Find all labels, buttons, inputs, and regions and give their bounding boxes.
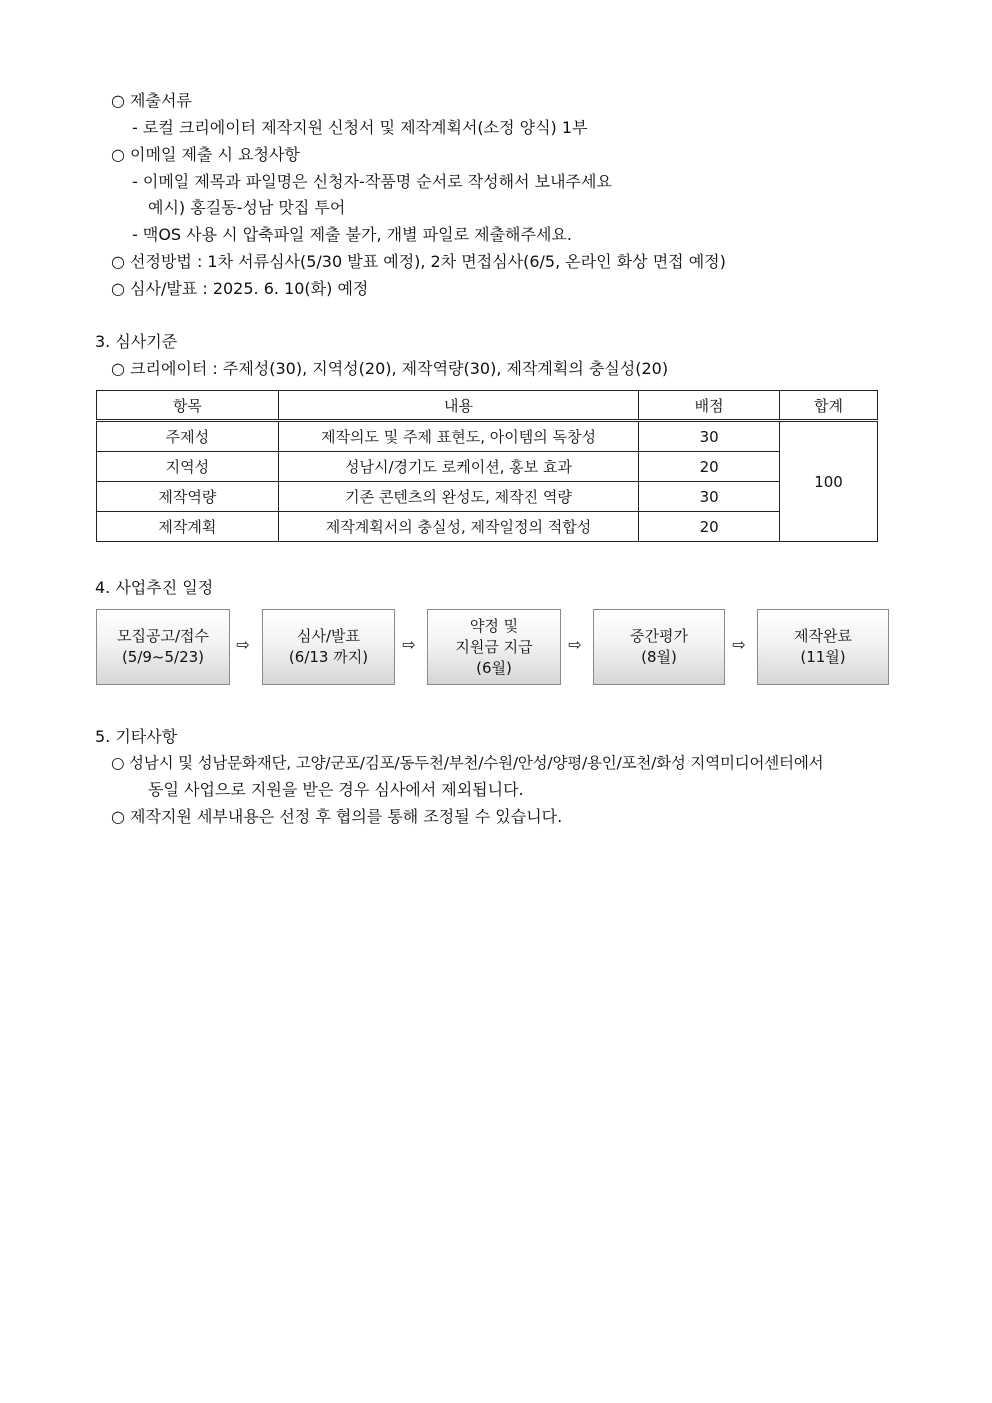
column-header: 항목: [97, 391, 279, 421]
step-label: 약정 및: [469, 616, 519, 635]
step-label: 지원금 지급: [455, 637, 533, 656]
step-date: (6월): [476, 658, 512, 677]
criteria-content: 제작의도 및 주제 표현도, 아이템의 독창성: [278, 421, 639, 452]
step-label: 심사/발표: [296, 627, 360, 645]
arrow-right-icon: ⇨: [732, 635, 746, 654]
criteria-summary: ○ 크리에이터 : 주제성(30), 지역성(20), 제작역량(30), 제작계획의 충실성(20): [111, 359, 669, 378]
criteria-score: 20: [639, 512, 780, 542]
step-date: (6/13 까지): [288, 648, 369, 666]
criteria-total: 100: [780, 421, 878, 542]
table-header-row: [97, 391, 878, 421]
arrow-right-icon: ⇨: [568, 635, 582, 654]
step-date: (8월): [641, 648, 677, 666]
criteria-item: 제작역량: [97, 482, 279, 512]
column-header: 합계: [780, 391, 878, 421]
column-header: 배점: [639, 391, 780, 421]
other-item-continued: 동일 사업으로 지원을 받은 경우 심사에서 제외됩니다.: [148, 780, 524, 799]
criteria-item: 지역성: [97, 452, 279, 482]
email-requirements-heading: ○ 이메일 제출 시 요청사항: [111, 145, 300, 164]
criteria-score: 20: [639, 452, 780, 482]
table-row: [97, 512, 878, 542]
submission-docs-item: - 로컬 크리에이터 제작지원 신청서 및 제작계획서(소정 양식) 1부: [132, 118, 588, 137]
schedule-step: [262, 609, 395, 685]
step-date: (11월): [800, 648, 846, 666]
section-title-criteria: 3. 심사기준: [95, 332, 178, 351]
email-example: 예시) 홍길동-성남 맛집 투어: [148, 198, 346, 217]
other-item: ○ 성남시 및 성남문화재단, 고양/군포/김포/동두천/부천/수원/안성/양평/용인/포천/화성 지역미디어센터에서: [111, 754, 824, 772]
section-title-schedule: 4. 사업추진 일정: [95, 578, 214, 597]
other-item: ○ 제작지원 세부내용은 선정 후 협의를 통해 조정될 수 있습니다.: [111, 807, 563, 826]
email-requirement-item: - 맥OS 사용 시 압축파일 제출 불가, 개별 파일로 제출해주세요.: [132, 225, 572, 244]
arrow-right-icon: ⇨: [236, 635, 250, 654]
criteria-content: 제작계획서의 충실성, 제작일정의 적합성: [278, 512, 639, 542]
announcement-date: ○ 심사/발표 : 2025. 6. 10(화) 예정: [111, 279, 369, 298]
arrow-right-icon: ⇨: [402, 635, 416, 654]
table-row: [97, 421, 878, 452]
criteria-table: [96, 390, 878, 542]
schedule-step: [427, 609, 561, 685]
schedule-step: [757, 609, 889, 685]
schedule-flow: [96, 609, 889, 685]
criteria-content: 성남시/경기도 로케이션, 홍보 효과: [278, 452, 639, 482]
step-label: 중간평가: [630, 627, 688, 645]
schedule-step: [96, 609, 230, 685]
submission-docs-heading: ○ 제출서류: [111, 91, 192, 110]
step-label: 제작완료: [794, 627, 852, 645]
criteria-score: 30: [639, 421, 780, 452]
criteria-item: 주제성: [97, 421, 279, 452]
step-date: (5/9~5/23): [121, 648, 205, 666]
step-label: 모집공고/접수: [117, 627, 209, 645]
column-header: 내용: [278, 391, 639, 421]
criteria-content: 기존 콘텐츠의 완성도, 제작진 역량: [278, 482, 639, 512]
email-requirement-item: - 이메일 제목과 파일명은 신청자-작품명 순서로 작성해서 보내주세요: [132, 172, 612, 191]
selection-method: ○ 선정방법 : 1차 서류심사(5/30 발표 예정), 2차 면접심사(6/5, 온라인 화상 면접 예정): [111, 252, 726, 271]
table-row: [97, 482, 878, 512]
table-row: [97, 452, 878, 482]
criteria-item: 제작계획: [97, 512, 279, 542]
schedule-step: [593, 609, 725, 685]
criteria-score: 30: [639, 482, 780, 512]
section-title-other: 5. 기타사항: [95, 727, 178, 746]
